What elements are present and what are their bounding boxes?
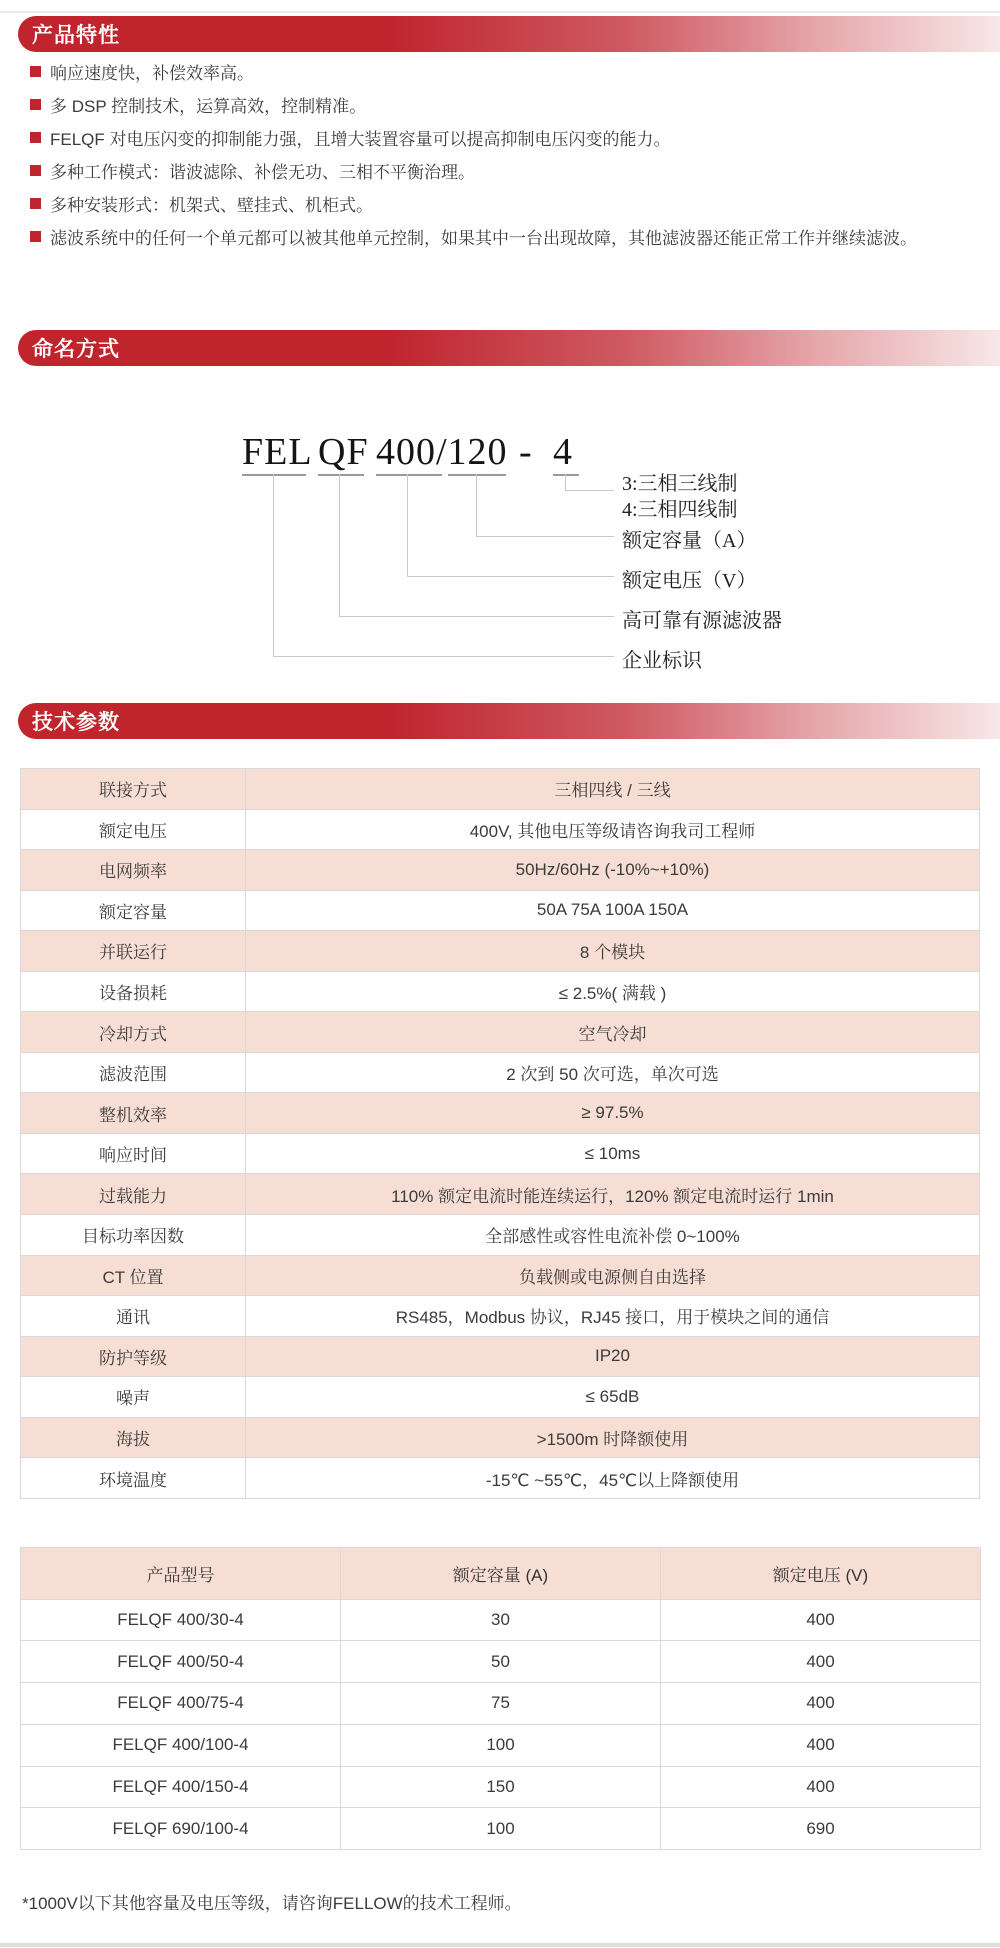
spec-row <box>21 1458 980 1499</box>
model-name: FELQF 400/100-4 <box>21 1724 341 1766</box>
spec-value: 三相四线 / 三线 <box>246 769 980 810</box>
features-section-title: 产品特性 <box>32 24 120 47</box>
model-capacity: 50 <box>341 1641 661 1683</box>
feature-item <box>30 55 980 88</box>
feature-text: 多种安装形式：机架式、壁挂式、机柜式。 <box>50 196 373 215</box>
spec-row <box>21 1417 980 1458</box>
bullet-square-icon <box>30 198 41 209</box>
spec-value: 50A 75A 100A 150A <box>246 890 980 931</box>
spec-value: RS485，Modbus 协议，RJ45 接口，用于模块之间的通信 <box>246 1296 980 1337</box>
model-capacity: 150 <box>341 1766 661 1808</box>
spec-value: ≤ 10ms <box>246 1133 980 1174</box>
spec-label: 设备损耗 <box>21 971 246 1012</box>
spec-label: 额定容量 <box>21 890 246 931</box>
spec-label: 联接方式 <box>21 769 246 810</box>
header-voltage: 额定电压 (V) <box>661 1548 981 1600</box>
spec-value: 2 次到 50 次可选，单次可选 <box>246 1052 980 1093</box>
callout-label-voltage: 额定电压（V） <box>622 570 757 592</box>
callout-line <box>273 474 274 657</box>
model-voltage: 400 <box>661 1599 981 1641</box>
header-model: 产品型号 <box>21 1548 341 1600</box>
spec-value: 空气冷却 <box>246 1012 980 1053</box>
model-voltage: 690 <box>661 1808 981 1850</box>
spec-value: 110% 额定电流时能连续运行，120% 额定电流时运行 1min <box>246 1174 980 1215</box>
spec-row <box>21 1012 980 1053</box>
section-banner-features <box>18 16 1000 52</box>
spec-label: 额定电压 <box>21 809 246 850</box>
spec-label: 噪声 <box>21 1377 246 1418</box>
footnote: *1000V以下其他容量及电压等级，请咨询FELLOW的技术工程师。 <box>22 1894 522 1913</box>
model-name: FELQF 400/150-4 <box>21 1766 341 1808</box>
spec-value: 400V, 其他电压等级请咨询我司工程师 <box>246 809 980 850</box>
callout-line <box>407 474 408 577</box>
spec-label: 目标功率因数 <box>21 1215 246 1256</box>
model-segment-brand: FEL <box>242 431 313 473</box>
model-voltage: 400 <box>661 1724 981 1766</box>
bullet-square-icon <box>30 66 41 77</box>
spec-value: ≤ 2.5%( 满载 ) <box>246 971 980 1012</box>
callout-line <box>565 490 614 491</box>
spec-label: 海拔 <box>21 1417 246 1458</box>
spec-row <box>21 809 980 850</box>
model-row <box>21 1683 981 1725</box>
model-capacity: 100 <box>341 1808 661 1850</box>
spec-row <box>21 1215 980 1256</box>
spec-label: 并联运行 <box>21 931 246 972</box>
underline <box>553 474 579 476</box>
model-capacity: 75 <box>341 1683 661 1725</box>
model-table <box>20 1547 981 1850</box>
header-capacity: 额定容量 (A) <box>341 1548 661 1600</box>
model-capacity: 100 <box>341 1724 661 1766</box>
callout-line <box>339 616 614 617</box>
model-row <box>21 1808 981 1850</box>
bullet-square-icon <box>30 231 41 242</box>
callout-label-4wire: 4:三相四线制 <box>622 499 738 521</box>
model-row <box>21 1641 981 1683</box>
underline <box>376 474 442 476</box>
spec-row <box>21 1296 980 1337</box>
underline <box>448 474 506 476</box>
feature-item <box>30 154 980 187</box>
callout-line <box>476 536 614 537</box>
spec-label: 响应时间 <box>21 1133 246 1174</box>
spec-label: 冷却方式 <box>21 1012 246 1053</box>
top-divider <box>0 11 1000 13</box>
callout-label-brand: 企业标识 <box>622 650 702 672</box>
spec-label: 通讯 <box>21 1296 246 1337</box>
spec-label: 滤波范围 <box>21 1052 246 1093</box>
spec-row <box>21 769 980 810</box>
callout-line <box>273 656 614 657</box>
spec-value: 负载侧或电源侧自由选择 <box>246 1255 980 1296</box>
bullet-square-icon <box>30 132 41 143</box>
model-name: FELQF 400/50-4 <box>21 1641 341 1683</box>
model-segment-rating: 400/120 <box>376 431 508 473</box>
model-voltage: 400 <box>661 1766 981 1808</box>
callout-label-capacity: 额定容量（A） <box>622 530 757 552</box>
spec-label: 环境温度 <box>21 1458 246 1499</box>
feature-text: FELQF 对电压闪变的抑制能力强，且增大装置容量可以提高抑制电压闪变的能力。 <box>50 130 671 149</box>
spec-label: 整机效率 <box>21 1093 246 1134</box>
specs-section-title: 技术参数 <box>32 711 120 734</box>
spec-row <box>21 1174 980 1215</box>
spec-value: 全部感性或容性电流补偿 0~100% <box>246 1215 980 1256</box>
spec-label: 防护等级 <box>21 1336 246 1377</box>
feature-item <box>30 88 980 121</box>
bottom-divider <box>0 1943 1000 1947</box>
feature-item <box>30 187 980 220</box>
underline <box>318 474 364 476</box>
feature-text: 多 DSP 控制技术，运算高效，控制精准。 <box>50 97 367 116</box>
model-name: FELQF 690/100-4 <box>21 1808 341 1850</box>
spec-value: 50Hz/60Hz (-10%~+10%) <box>246 850 980 891</box>
spec-row <box>21 1093 980 1134</box>
feature-list <box>30 55 980 253</box>
spec-row <box>21 1133 980 1174</box>
underline <box>242 474 306 476</box>
feature-item <box>30 121 980 154</box>
spec-row <box>21 971 980 1012</box>
spec-row <box>21 1377 980 1418</box>
model-row <box>21 1766 981 1808</box>
model-row <box>21 1724 981 1766</box>
bullet-square-icon <box>30 165 41 176</box>
spec-table <box>20 768 980 1499</box>
spec-value: ≥ 97.5% <box>246 1093 980 1134</box>
spec-value: -15℃ ~55℃，45℃以上降额使用 <box>246 1458 980 1499</box>
spec-row <box>21 890 980 931</box>
spec-label: 过载能力 <box>21 1174 246 1215</box>
feature-text: 多种工作模式：谐波滤除、补偿无功、三相不平衡治理。 <box>50 163 475 182</box>
spec-row <box>21 1255 980 1296</box>
bullet-square-icon <box>30 99 41 110</box>
callout-line <box>565 474 566 491</box>
model-voltage: 400 <box>661 1683 981 1725</box>
feature-text: 滤波系统中的任何一个单元都可以被其他单元控制，如果其中一台出现故障，其他滤波器还能正常工作并继续滤波。 <box>50 229 917 248</box>
model-segment-series: QF <box>318 431 369 473</box>
naming-section-title: 命名方式 <box>32 338 120 361</box>
section-banner-specs <box>18 703 1000 739</box>
model-name: FELQF 400/30-4 <box>21 1599 341 1641</box>
callout-label-3wire: 3:三相三线制 <box>622 473 738 495</box>
spec-row <box>21 850 980 891</box>
feature-item <box>30 220 980 253</box>
model-voltage: 400 <box>661 1641 981 1683</box>
callout-label-filter: 高可靠有源滤波器 <box>622 610 782 632</box>
spec-row <box>21 1336 980 1377</box>
feature-text: 响应速度快，补偿效率高。 <box>50 64 254 83</box>
callout-line <box>407 576 614 577</box>
model-segment-dash: - <box>519 431 533 473</box>
callout-line <box>476 474 477 537</box>
model-table-header <box>21 1548 981 1600</box>
model-name: FELQF 400/75-4 <box>21 1683 341 1725</box>
model-row <box>21 1599 981 1641</box>
spec-value: IP20 <box>246 1336 980 1377</box>
model-capacity: 30 <box>341 1599 661 1641</box>
spec-row <box>21 1052 980 1093</box>
spec-label: 电网频率 <box>21 850 246 891</box>
spec-value: 8 个模块 <box>246 931 980 972</box>
spec-value: ≤ 65dB <box>246 1377 980 1418</box>
spec-value: >1500m 时降额使用 <box>246 1417 980 1458</box>
model-segment-wires: 4 <box>553 431 573 473</box>
callout-line <box>339 474 340 617</box>
spec-label: CT 位置 <box>21 1255 246 1296</box>
spec-row <box>21 931 980 972</box>
section-banner-naming <box>18 330 1000 366</box>
